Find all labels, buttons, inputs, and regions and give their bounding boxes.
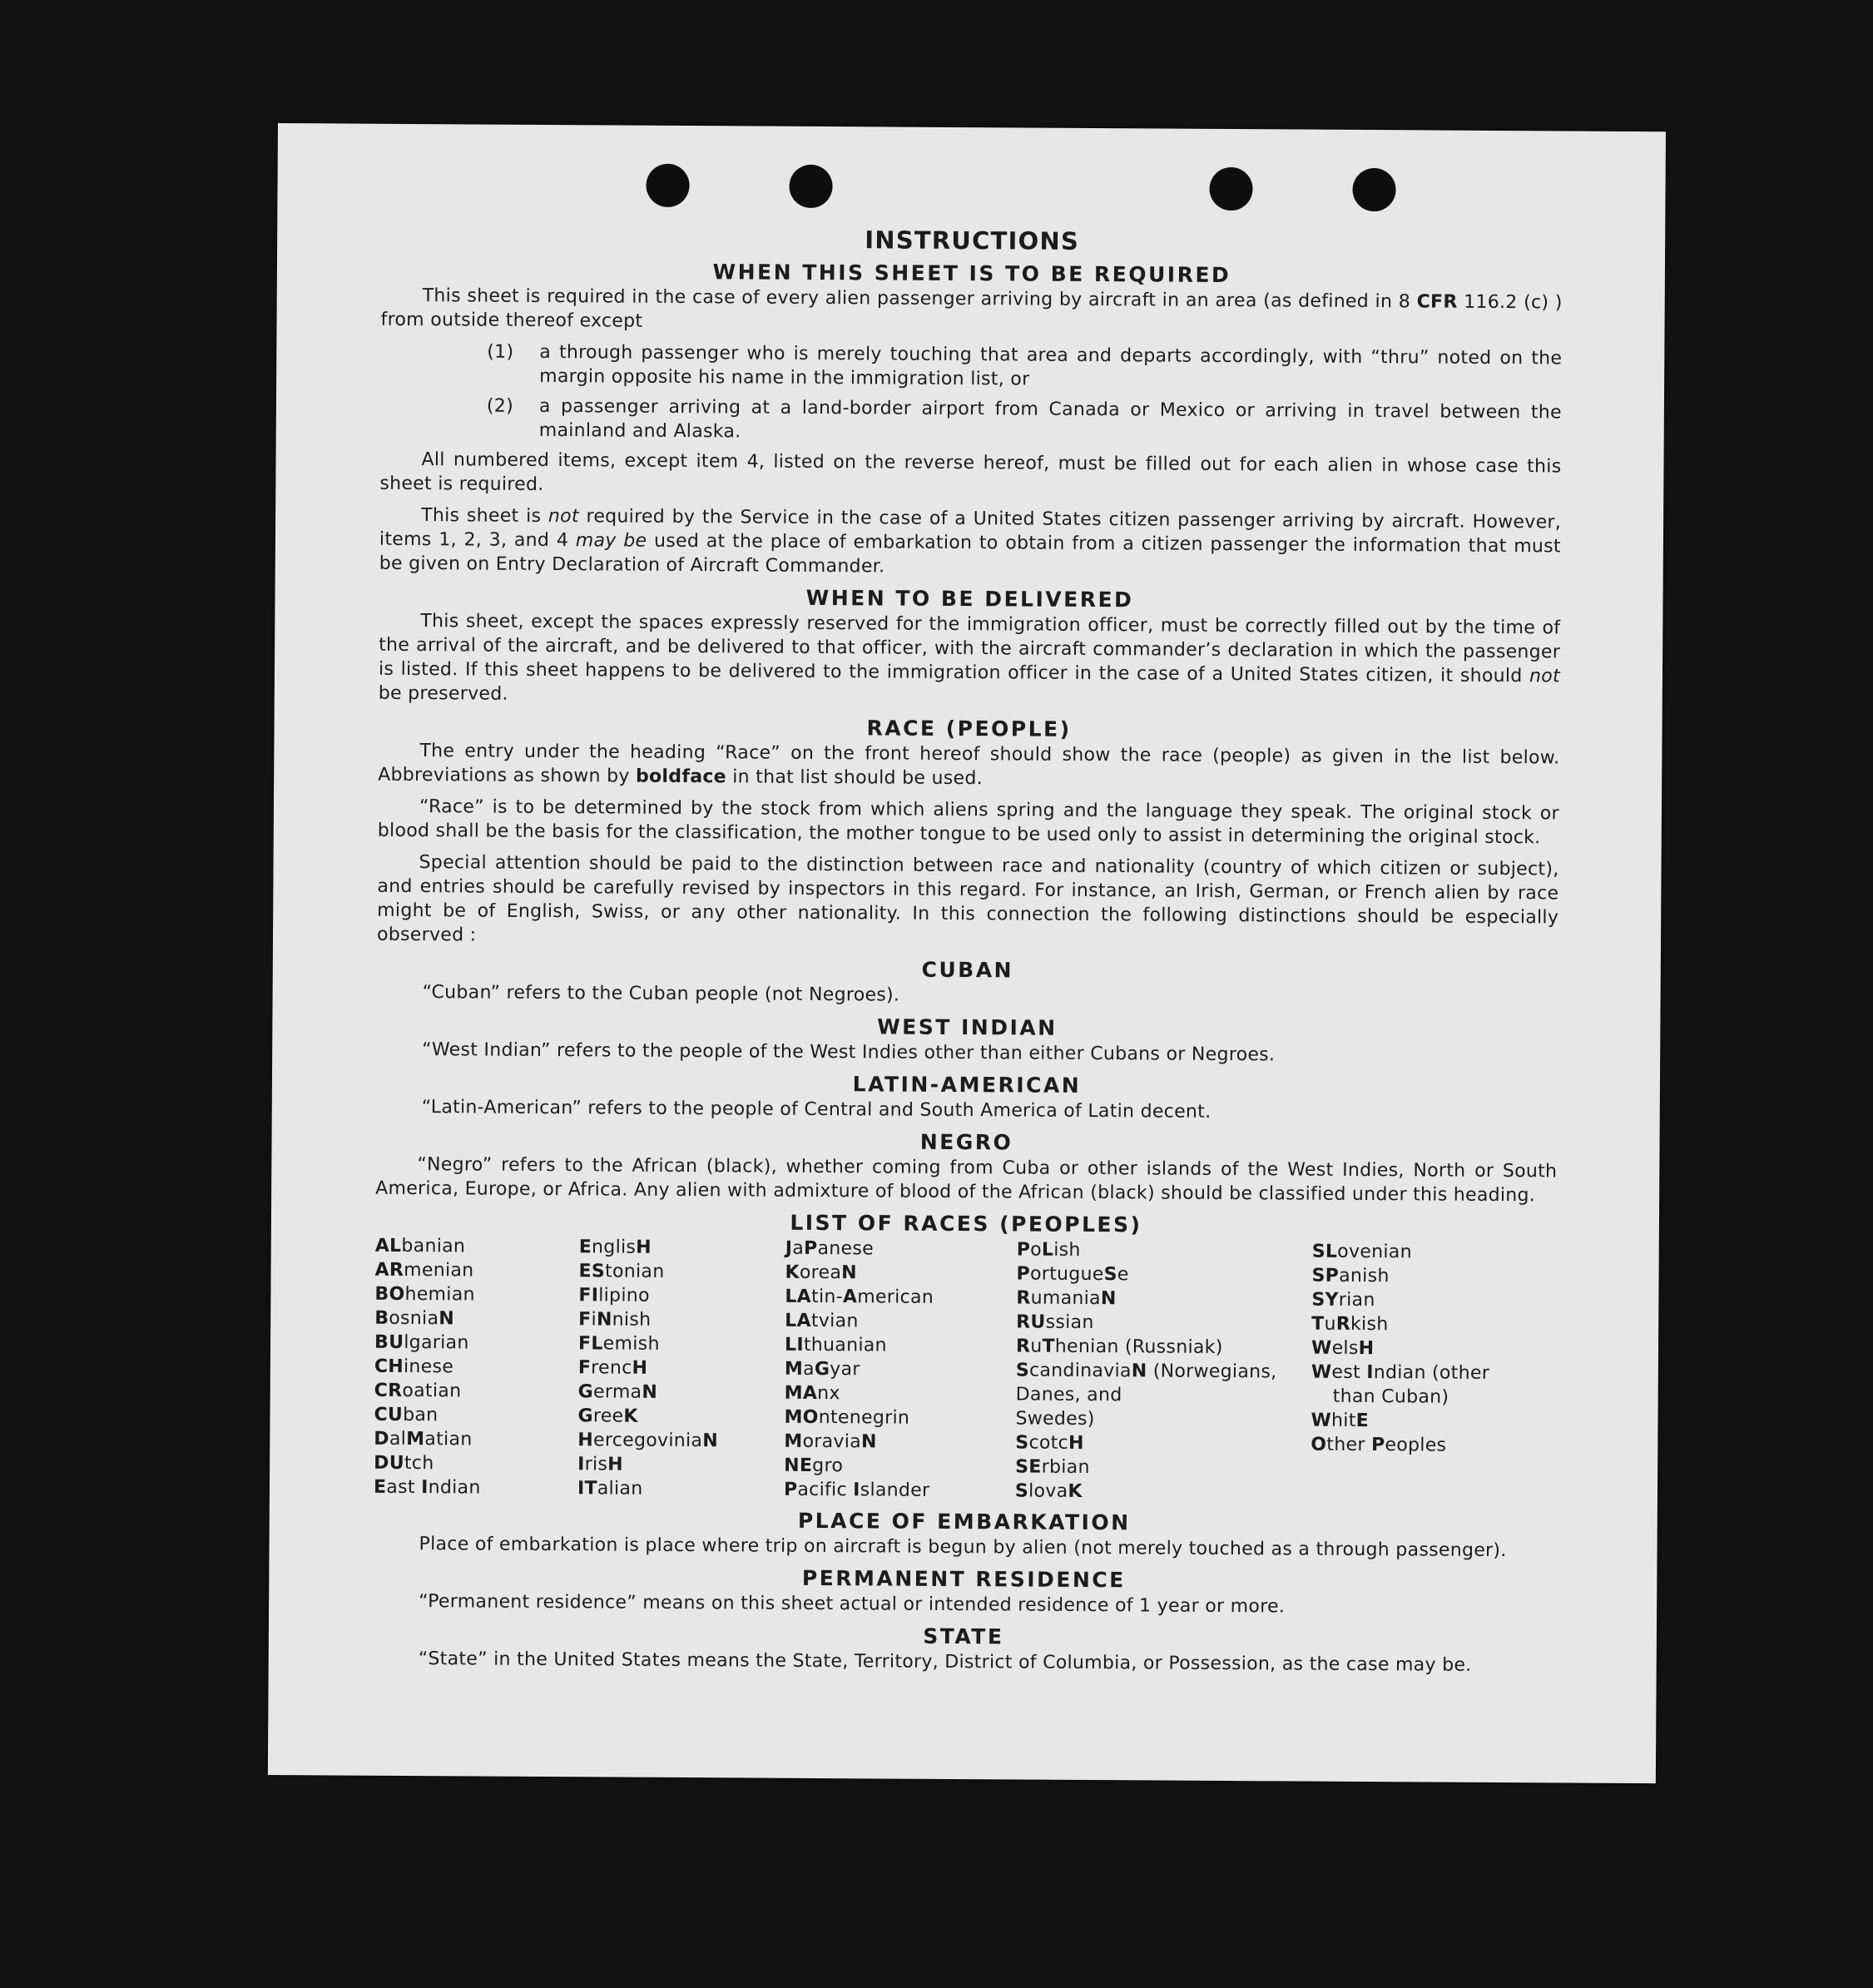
- race-entry: FiNnish: [578, 1309, 652, 1331]
- race-entry: IrisH: [577, 1454, 624, 1475]
- race-entry: RUssian: [1016, 1311, 1094, 1334]
- race-entry: MoraviaN: [784, 1430, 877, 1453]
- section-heading-delivered: WHEN TO BE DELIVERED: [805, 585, 1134, 612]
- race-entry: ALbanian: [374, 1235, 466, 1257]
- race-para-3: Special attention should be paid to the distinction between race and nationality (country of which citizen or subject), and entries should be carefully revised by inspectors in this regard. For instance, an Irish, German, or French alien by race might be of English, Swiss, or any other nationality. In this connection the following distinctions should be especially observed :: [376, 852, 1559, 946]
- delivered-text: This sheet, except the spaces expressly reserved for the immigration officer, must be correctly filled out by the time of the arrival of the aircraft, and be delivered to that officer, with the aircraft commander’s declaration in which the passenger is listed. If this sheet happens to be delivered to the immigration officer in the case of a United States citizen, it should not be preserved.: [378, 611, 1561, 705]
- section-heading-negro: NEGRO: [919, 1129, 1013, 1155]
- section-heading-required: WHEN THIS SHEET IS TO BE REQUIRED: [712, 260, 1231, 287]
- document-sheet: [268, 123, 1666, 1783]
- race-entry: BOhemian: [374, 1283, 475, 1306]
- races-column: [1311, 1240, 1557, 1507]
- race-entry: CUban: [374, 1404, 439, 1426]
- race-entry: SYrian: [1311, 1289, 1375, 1311]
- race-entry: FrencH: [577, 1357, 648, 1379]
- punch-hole: [1352, 168, 1395, 211]
- embarkation-text: Place of embarkation is place where trip on aircraft is begun by alien (not merely touched as a through passenger).: [419, 1534, 1507, 1562]
- race-entry: CRoatian: [374, 1380, 462, 1402]
- race-entry: Other Peoples: [1311, 1434, 1447, 1456]
- races-list: [374, 1234, 1557, 1507]
- races-column: [1015, 1237, 1312, 1505]
- race-entry: EnglisH: [578, 1237, 652, 1258]
- race-entry: DUtch: [374, 1452, 434, 1475]
- section-heading-race: RACE (PEOPLE): [866, 716, 1072, 741]
- race-para-2: “Race” is to be determined by the stock from which aliens spring and the language they speak. The original stock or blood shall be the basis for the classification, the mother tongue to be used only to assist in determining the original stock.: [377, 796, 1560, 849]
- item-text: a passenger arriving at a land-border airport from Canada or Mexico or arriving in travel between the mainland and Alaska.: [538, 395, 1562, 443]
- race-entry: MAnx: [784, 1382, 840, 1405]
- race-entry: ScandinaviaN (Norwegians,: [1015, 1360, 1277, 1383]
- punch-hole: [646, 164, 689, 207]
- race-entry: DalMatian: [374, 1428, 473, 1450]
- race-entry: Pacific Islander: [783, 1479, 930, 1501]
- punch-hole: [1209, 167, 1252, 211]
- section-heading-latin-american: LATIN-AMERICAN: [852, 1072, 1082, 1098]
- race-entry: RuThenian (Russniak): [1015, 1336, 1223, 1358]
- race-entry: SLovenian: [1311, 1241, 1412, 1263]
- exception-item-1: [487, 340, 1562, 395]
- race-entry: ARmenian: [374, 1259, 474, 1282]
- race-entry: MOntenegrin: [784, 1406, 910, 1429]
- race-entry: HercegoviniaN: [577, 1430, 719, 1452]
- cuban-text: “Cuban” refers to the Cuban people (not Negroes).: [422, 982, 900, 1006]
- race-entry: East Indian: [373, 1476, 481, 1499]
- race-entry: FLemish: [577, 1333, 660, 1355]
- race-entry: MaGyar: [784, 1358, 860, 1381]
- race-entry: WelsH: [1311, 1337, 1375, 1360]
- section-heading-residence: PERMANENT RESIDENCE: [801, 1565, 1126, 1593]
- race-entry: LIthuanian: [784, 1334, 887, 1356]
- race-entry: SPanish: [1311, 1265, 1390, 1287]
- race-entry: RumaniaN: [1016, 1287, 1117, 1310]
- state-text: “State” in the United States means the State, Territory, District of Columbia, or Possession, as the case may be.: [418, 1648, 1472, 1676]
- race-entry: ScotcH: [1015, 1432, 1084, 1454]
- race-entry: BosniaN: [374, 1307, 455, 1330]
- race-entry: FIlipino: [578, 1285, 650, 1306]
- exception-item-2: [487, 394, 1562, 449]
- race-entry: CHinese: [374, 1356, 454, 1378]
- race-entry: SErbian: [1015, 1456, 1090, 1478]
- page-title: INSTRUCTIONS: [865, 226, 1080, 255]
- instructions-content: [373, 226, 1563, 1686]
- race-entry: GreeK: [577, 1405, 638, 1427]
- west-indian-text: “West Indian” refers to the people of the West Indies other than either Cubans or Negroes.: [422, 1039, 1276, 1066]
- required-para-2: All numbered items, except item 4, listed on the reverse hereof, must be filled out for each alien in whose case this sheet is required.: [379, 449, 1562, 495]
- latin-american-text: “Latin-American” refers to the people of Central and South America of Latin decent.: [421, 1097, 1212, 1123]
- race-entry: EStonian: [578, 1261, 665, 1282]
- race-entry: WhitE: [1311, 1410, 1370, 1432]
- section-heading-cuban: CUBAN: [921, 957, 1014, 983]
- race-entry: PortugueSe: [1016, 1263, 1129, 1286]
- section-heading-embarkation: PLACE OF EMBARKATION: [797, 1508, 1131, 1535]
- residence-text: “Permanent residence” means on this sheet actual or intended residence of 1 year or more.: [419, 1591, 1286, 1618]
- race-entry: TuRkish: [1311, 1313, 1389, 1336]
- section-heading-list-of-races: LIST OF RACES (PEOPLES): [790, 1210, 1142, 1237]
- item-number: (1): [487, 341, 514, 363]
- section-heading-state: STATE: [923, 1624, 1004, 1649]
- race-entry: ITalian: [577, 1478, 643, 1500]
- races-column: [784, 1237, 1017, 1504]
- race-entry: PoLish: [1016, 1239, 1081, 1261]
- race-entry: JaPanese: [785, 1237, 875, 1260]
- race-entry: GermaN: [577, 1381, 658, 1403]
- race-entry: Danes, and: [1015, 1384, 1122, 1406]
- race-entry: BUlgarian: [374, 1331, 469, 1354]
- race-entry: NEgro: [784, 1455, 844, 1477]
- race-entry: SlovaK: [1014, 1480, 1083, 1502]
- race-entry: Swedes): [1015, 1408, 1095, 1430]
- item-text: a through passenger who is merely touching that area and departs accordingly, with “thru” noted on the margin opposite his name in the immigration list, or: [539, 341, 1563, 390]
- punch-hole: [789, 165, 832, 208]
- race-entry: than Cuban): [1332, 1386, 1449, 1408]
- negro-text: “Negro” refers to the African (black), whether coming from Cuba or other islands of the West Indies, North or South America, Europe, or Africa. Any alien with admixture of blood of the African (black) should be classified under this heading.: [375, 1154, 1558, 1207]
- race-entry: KoreaN: [785, 1262, 858, 1284]
- races-column: [577, 1235, 785, 1502]
- required-para-3: This sheet is not required by the Service in the case of a United States citizen passenger arriving by aircraft. However, items 1, 2, 3, and 4 may be used at the place of embarkation to obtain from a citizen passenger the information that must be given on Entry Declaration of Aircraft Commander.: [379, 505, 1562, 578]
- item-number: (2): [486, 395, 514, 417]
- race-entry: LAtin-American: [785, 1286, 934, 1308]
- race-entry: West Indian (other: [1311, 1361, 1490, 1384]
- section-heading-west-indian: WEST INDIAN: [877, 1014, 1058, 1040]
- race-entry: LAtvian: [785, 1310, 859, 1332]
- race-para-1: The entry under the heading “Race” on the front hereof should show the race (people) as given in the list below. Abbreviations as shown by boldface in that list should be used.: [378, 741, 1560, 790]
- required-intro: This sheet is required in the case of every alien passenger arriving by aircraft in an area (as defined in 8 CFR 116.2 (c) ) from outside thereof except: [380, 285, 1563, 332]
- races-column: [374, 1234, 579, 1500]
